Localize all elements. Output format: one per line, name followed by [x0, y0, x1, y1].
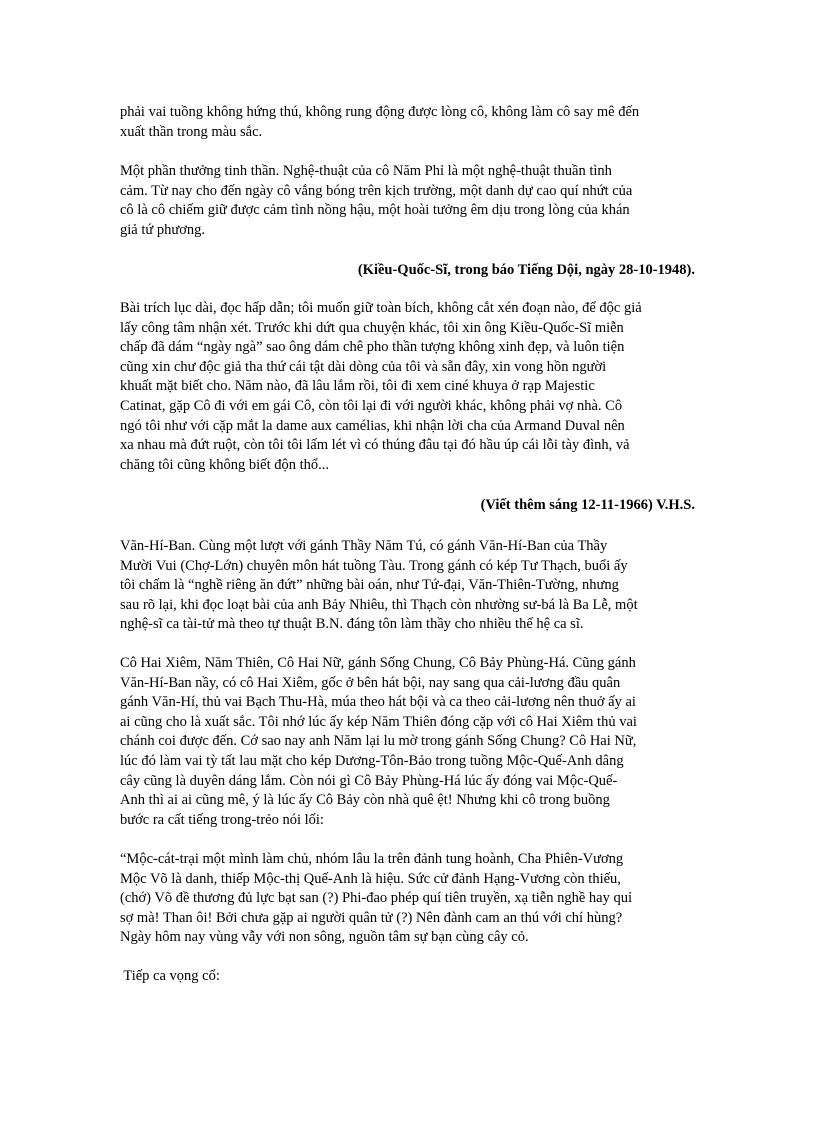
paragraph-nam-phi — [120, 162, 695, 240]
text-line: cô là cô chiếm giữ được cảm tình nồng hậu, một hoài tưởng êm dịu trong lòng của khán — [120, 202, 630, 219]
text-line: phải vai tuồng không hứng thú, không rung động được lòng cô, không làm cô say mê đến — [120, 104, 640, 120]
text-line: Tiếp ca vọng cổ: — [120, 968, 220, 984]
paragraph-author-note — [120, 299, 695, 475]
text-line: xa nhau mà đứt ruột, còn tôi tôi lấm lét vì có thúng đâu tại đó hầu úp cái lỗi tày đình, vả — [120, 437, 630, 454]
text-line: Cô Hai Xiêm, Năm Thiên, Cô Hai Nữ, gánh Sống Chung, Cô Bảy Phùng-Há. Cũng gánh — [120, 655, 636, 671]
text-line: ai cũng cho là xuất sắc. Tôi nhớ lúc ấy kép Năm Thiên đóng cặp với cô Hai Xiêm thủ vai — [120, 713, 637, 730]
text-line: chăng tôi cũng không biết độn thổ... — [120, 456, 330, 473]
text-line: khuất mặt biết cho. Năm nào, đã lâu lắm rồi, tôi đi xem ciné khuya ở rạp Majestic — [120, 378, 595, 395]
text-line: gánh Văn-Hí, thủ vai Bạch Thu-Hà, múa theo hát bội và ca theo cải-lương nên thuở ấy ai — [120, 694, 636, 711]
paragraph-co-hai-xiem — [120, 654, 695, 830]
paragraph-tiep-ca — [120, 967, 695, 987]
text-line: cây cũng là duyên dáng lắm. Còn nói gì Cô Bảy Phùng-Há lúc ấy đóng vai Mộc-Quế- — [120, 772, 618, 789]
text-line: tôi chấm là “nghề riêng ăn đứt” những bài oán, như Tứ-đại, Văn-Thiên-Tường, nhưng — [120, 577, 619, 594]
text-line: chấp đã dám “ngày ngà” sao ông dám chê pho thần tượng không xinh đẹp, và luôn tiện — [120, 339, 625, 356]
paragraph-quote — [120, 850, 695, 948]
text-line: cũng xin chư độc giả tha thứ cái tật dài dòng của tôi và sẵn đây, xin vong hồn người — [120, 358, 607, 375]
text-line: Mười Vui (Chợ-Lớn) chuyên môn hát tuồng Tàu. Trong gánh có kép Tư Thạch, buổi ấy — [120, 557, 628, 574]
text-line: Mộc Võ là danh, thiếp Mộc-thị Quế-Anh là hiệu. Sức cử đảnh Hạng-Vương còn thiếu, — [120, 870, 621, 887]
text-line: lúc đó làm vai tỳ tất lau mặt cho kép Dương-Tôn-Bảo trong tuồng Mộc-Quế-Anh dâng — [120, 752, 624, 769]
text-line: Anh thì ai ai cũng mê, ý là lúc ấy Cô Bảy còn nhà quê ệt! Nhưng khi cô trong buồng — [120, 792, 610, 809]
text-line: sợ mà! Than ôi! Bởi chưa gặp ai người quân tử (?) Nên đành cam an thú với chí hùng? — [120, 909, 623, 926]
text-line: Văn-Hí-Ban nầy, có cô Hai Xiêm, gốc ở bên hát bội, nay sang qua cải-lương đầu quân — [120, 674, 621, 691]
signature-kieu-quoc-si: (Kiều-Quốc-Sĩ, trong báo Tiếng Dội, ngày 28-10-1948). — [357, 262, 695, 278]
paragraph-van-hi-ban — [120, 537, 695, 635]
text-line: chánh coi được đến. Cớ sao nay anh Năm lại lu mờ trong gánh Sống Chung? Cô Hai Nữ, — [120, 733, 637, 750]
paragraph-continuation — [120, 103, 695, 142]
text-line: cảm. Từ nay cho đến ngày cô vắng bóng trên kịch trường, một danh dự cao quí nhứt của — [120, 182, 633, 199]
signature-vhs: (Viết thêm sáng 12-11-1966) V.H.S. — [480, 497, 695, 513]
text-line: Ngày hôm nay vùng vẫy với non sông, nguồn tâm sự bạn cùng cây cỏ. — [120, 929, 529, 946]
text-line: (chớ) Võ đề thương đủ lực bạt san (?) Phi-đao phép quí tiên truyền, xạ tiễn nghề hay quỉ — [120, 890, 632, 907]
text-line: Catinat, gặp Cô đi với em gái Cô, còn tôi lại đi với người khác, không phải vợ nhà. Cô — [120, 397, 623, 414]
text-line: sau rõ lại, khi đọc loạt bài của anh Bảy Nhiêu, thì Thạch còn nhường sư-bá là Ba Lễ, một — [120, 596, 638, 613]
text-line: ngó tôi như với cặp mắt la dame aux camélias, khi nhận lời cha của Armand Duval nên — [120, 417, 625, 434]
text-line: “Mộc-cát-trại một mình làm chủ, nhóm lâu la trên đảnh tung hoành, Cha Phiên-Vương — [120, 851, 624, 867]
text-line: xuất thần trong màu sắc. — [120, 123, 263, 140]
text-line: bước ra cất tiếng trong-trẻo nói lối: — [120, 811, 324, 828]
text-line: nghệ-sĩ ca tài-tử mà theo tự thuật B.N. đáng tôn làm thầy cho nhiều thế hệ ca sĩ. — [120, 616, 584, 633]
text-line: giả tứ phương. — [120, 221, 206, 238]
text-line: lấy công tâm nhận xét. Trước khi dứt qua chuyện khác, tôi xin ông Kiều-Quốc-Sĩ miễn — [120, 319, 624, 336]
text-line: Văn-Hí-Ban. Cùng một lượt với gánh Thầy Năm Tú, có gánh Văn-Hí-Ban của Thầy — [120, 538, 608, 554]
text-line: Một phần thưởng tinh thần. Nghệ-thuật của cô Năm Phỉ là một nghệ-thuật thuần tình — [120, 163, 612, 179]
text-line: Bài trích lục dài, đọc hấp dẫn; tôi muốn giữ toàn bích, không cắt xén đoạn nào, để độc giả — [120, 300, 642, 316]
